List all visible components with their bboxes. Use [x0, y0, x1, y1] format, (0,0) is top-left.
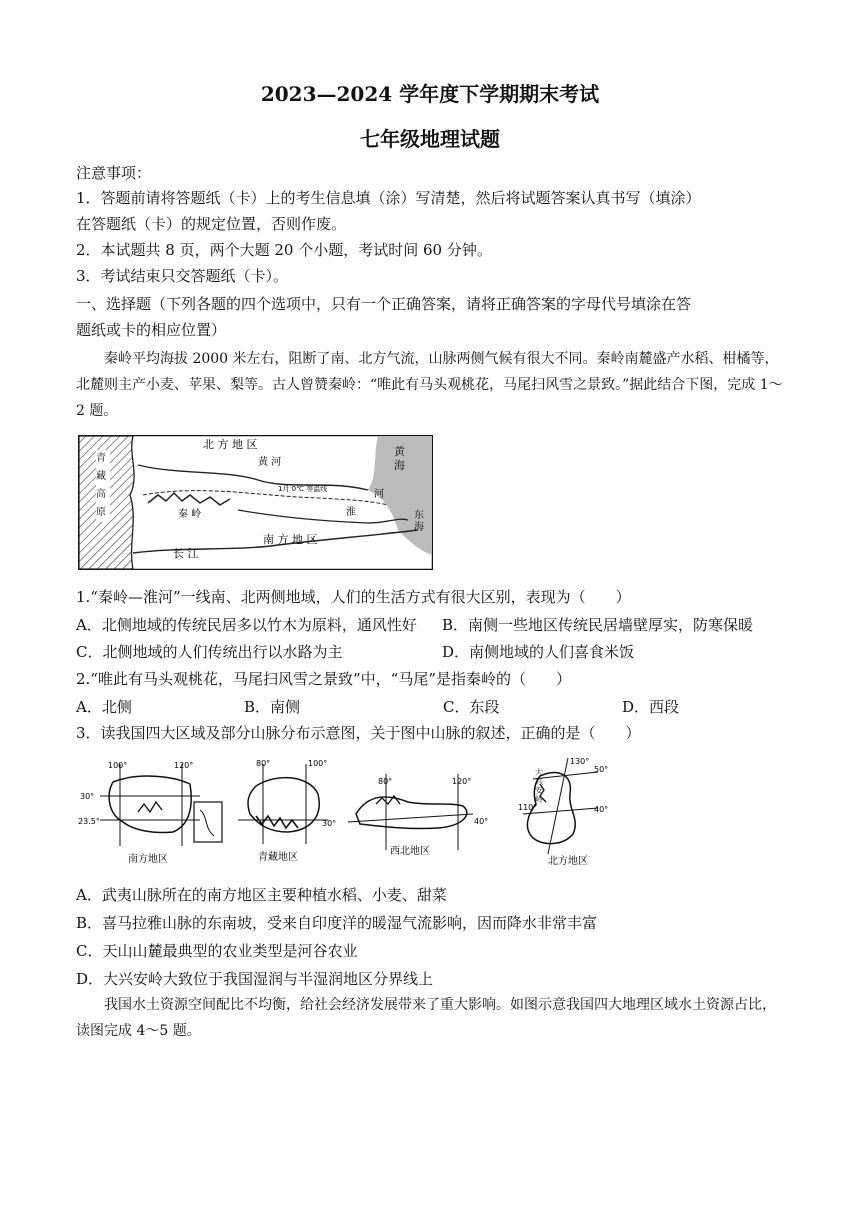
svg-text:40°: 40°	[594, 805, 609, 814]
notice-item-3: 3．考试结束只交答题纸（卡）。	[76, 267, 289, 285]
east-sea-label: 东 海	[414, 510, 424, 533]
q3-option-c[interactable]: C．天山山麓最典型的农业类型是河谷农业	[76, 942, 358, 960]
notice-item-2: 2．本试题共 8 页，两个大题 20 个小题，考试时间 60 分钟。	[76, 241, 492, 259]
south-region-map	[78, 761, 222, 865]
svg-text:120°: 120°	[174, 761, 194, 770]
exam-subtitle: 七年级地理试题	[360, 127, 500, 151]
svg-text:23.5°: 23.5°	[78, 817, 100, 826]
q2-option-a[interactable]: A．北侧	[76, 698, 132, 716]
q1-stem: 1.“秦岭—淮河”一线南、北两侧地域，人们的生活方式有很大区别，表现为（ ）	[76, 588, 631, 606]
q1-option-b[interactable]: B．南侧一些地区传统民居墙壁厚实，防寒保暖	[442, 616, 754, 634]
q1-option-a[interactable]: A．北侧地域的传统民居多以竹木为原料，通风性好	[76, 616, 417, 634]
svg-text:30°: 30°	[80, 792, 95, 801]
south-region-label: 南 方 地 区	[263, 533, 318, 546]
svg-text:100°: 100°	[308, 759, 328, 768]
q3-option-b[interactable]: B．喜马拉雅山脉的东南坡，受来自印度洋的暖湿气流影响，因而降水非常丰富	[76, 914, 598, 932]
q3-option-d[interactable]: D．大兴安岭大致位于我国湿润与半湿润地区分界线上	[76, 970, 434, 988]
svg-text:北方地区: 北方地区	[548, 856, 588, 867]
he-label: 河	[374, 489, 384, 500]
q1-option-c[interactable]: C．北侧地域的人们传统出行以水路为主	[76, 643, 343, 661]
svg-text:南方地区: 南方地区	[128, 854, 168, 865]
qinling-huaihe-map	[78, 435, 433, 570]
notice-item-1a: 1．答题前请将答题纸（卡）上的考生信息填（涂）写清楚，然后将试题答案认真书写（填涂）	[76, 189, 701, 207]
yellow-river-label: 黄 河	[258, 457, 282, 468]
passage-1: 秦岭平均海拔 2000 米左右，阻断了南、北方气流，山脉两侧气候有很大不同。秦岭南麓盛产水稻、柑橘等，北麓则主产小麦、苹果、梨等。古人曾赞秦岭：“唯此有马头观桃花，马尾扫风雪之景致。”据此结合下图，完成 1～2 题。	[76, 351, 783, 419]
q3-stem: 3．读我国四大区域及部分山脉分布示意图，关于图中山脉的叙述，正确的是（ ）	[76, 724, 641, 742]
north-region-label: 北 方 地 区	[203, 438, 258, 451]
north-region-map	[518, 757, 608, 867]
svg-text:110°: 110°	[518, 803, 538, 812]
yellow-sea-label: 黄 海	[394, 445, 405, 472]
svg-text:30°: 30°	[322, 819, 337, 828]
svg-text:130°: 130°	[570, 757, 590, 766]
passage-2: 我国水土资源空间配比不均衡，给社会经济发展带来了重大影响。如图示意我国四大地理区域水土资源占比，读图完成 4～5 题。	[76, 997, 776, 1039]
section-heading-a: 一、选择题（下列各题的四个选项中，只有一个正确答案，请将正确答案的字母代号填涂在答	[76, 295, 692, 313]
plateau-label: 青 藏 高 原	[96, 450, 110, 522]
tibet-region-map	[238, 759, 336, 863]
svg-text:100°: 100°	[108, 761, 128, 770]
exam-title: 2023—2024 学年度下学期期末考试	[260, 82, 600, 106]
northwest-region-map	[348, 774, 488, 857]
q2-stem: 2.“唯此有马头观桃花，马尾扫风雪之景致”中，“马尾”是指秦岭的（ ）	[76, 670, 571, 688]
svg-text:40°: 40°	[474, 817, 489, 826]
notice-item-1b: 在答题纸（卡）的规定位置，否则作废。	[76, 215, 347, 233]
svg-text:青藏地区: 青藏地区	[258, 852, 298, 863]
svg-text:50°: 50°	[594, 765, 609, 774]
section-heading-b: 题纸或卡的相应位置）	[76, 321, 227, 339]
q2-option-c[interactable]: C．东段	[443, 698, 500, 716]
svg-text:120°: 120°	[452, 777, 472, 786]
q2-option-d[interactable]: D．西段	[622, 698, 680, 716]
isotherm-label: 1月 0℃ 等温线	[278, 485, 328, 493]
svg-text:80°: 80°	[378, 777, 393, 786]
svg-text:西北地区: 西北地区	[390, 846, 430, 857]
qinling-label: 秦 岭	[178, 509, 202, 520]
q1-option-d[interactable]: D．南侧地域的人们喜食米饭	[442, 643, 635, 661]
notice-heading: 注意事项：	[76, 164, 152, 182]
huai-label: 淮	[346, 507, 356, 518]
q3-option-a[interactable]: A．武夷山脉所在的南方地区主要种植水稻、小麦、甜菜	[76, 886, 447, 904]
yangtze-label: 长 江	[173, 547, 199, 560]
q2-option-b[interactable]: B．南侧	[244, 698, 301, 716]
daxinganling-label: 大兴安岭	[535, 768, 543, 804]
svg-text:80°: 80°	[256, 759, 271, 768]
